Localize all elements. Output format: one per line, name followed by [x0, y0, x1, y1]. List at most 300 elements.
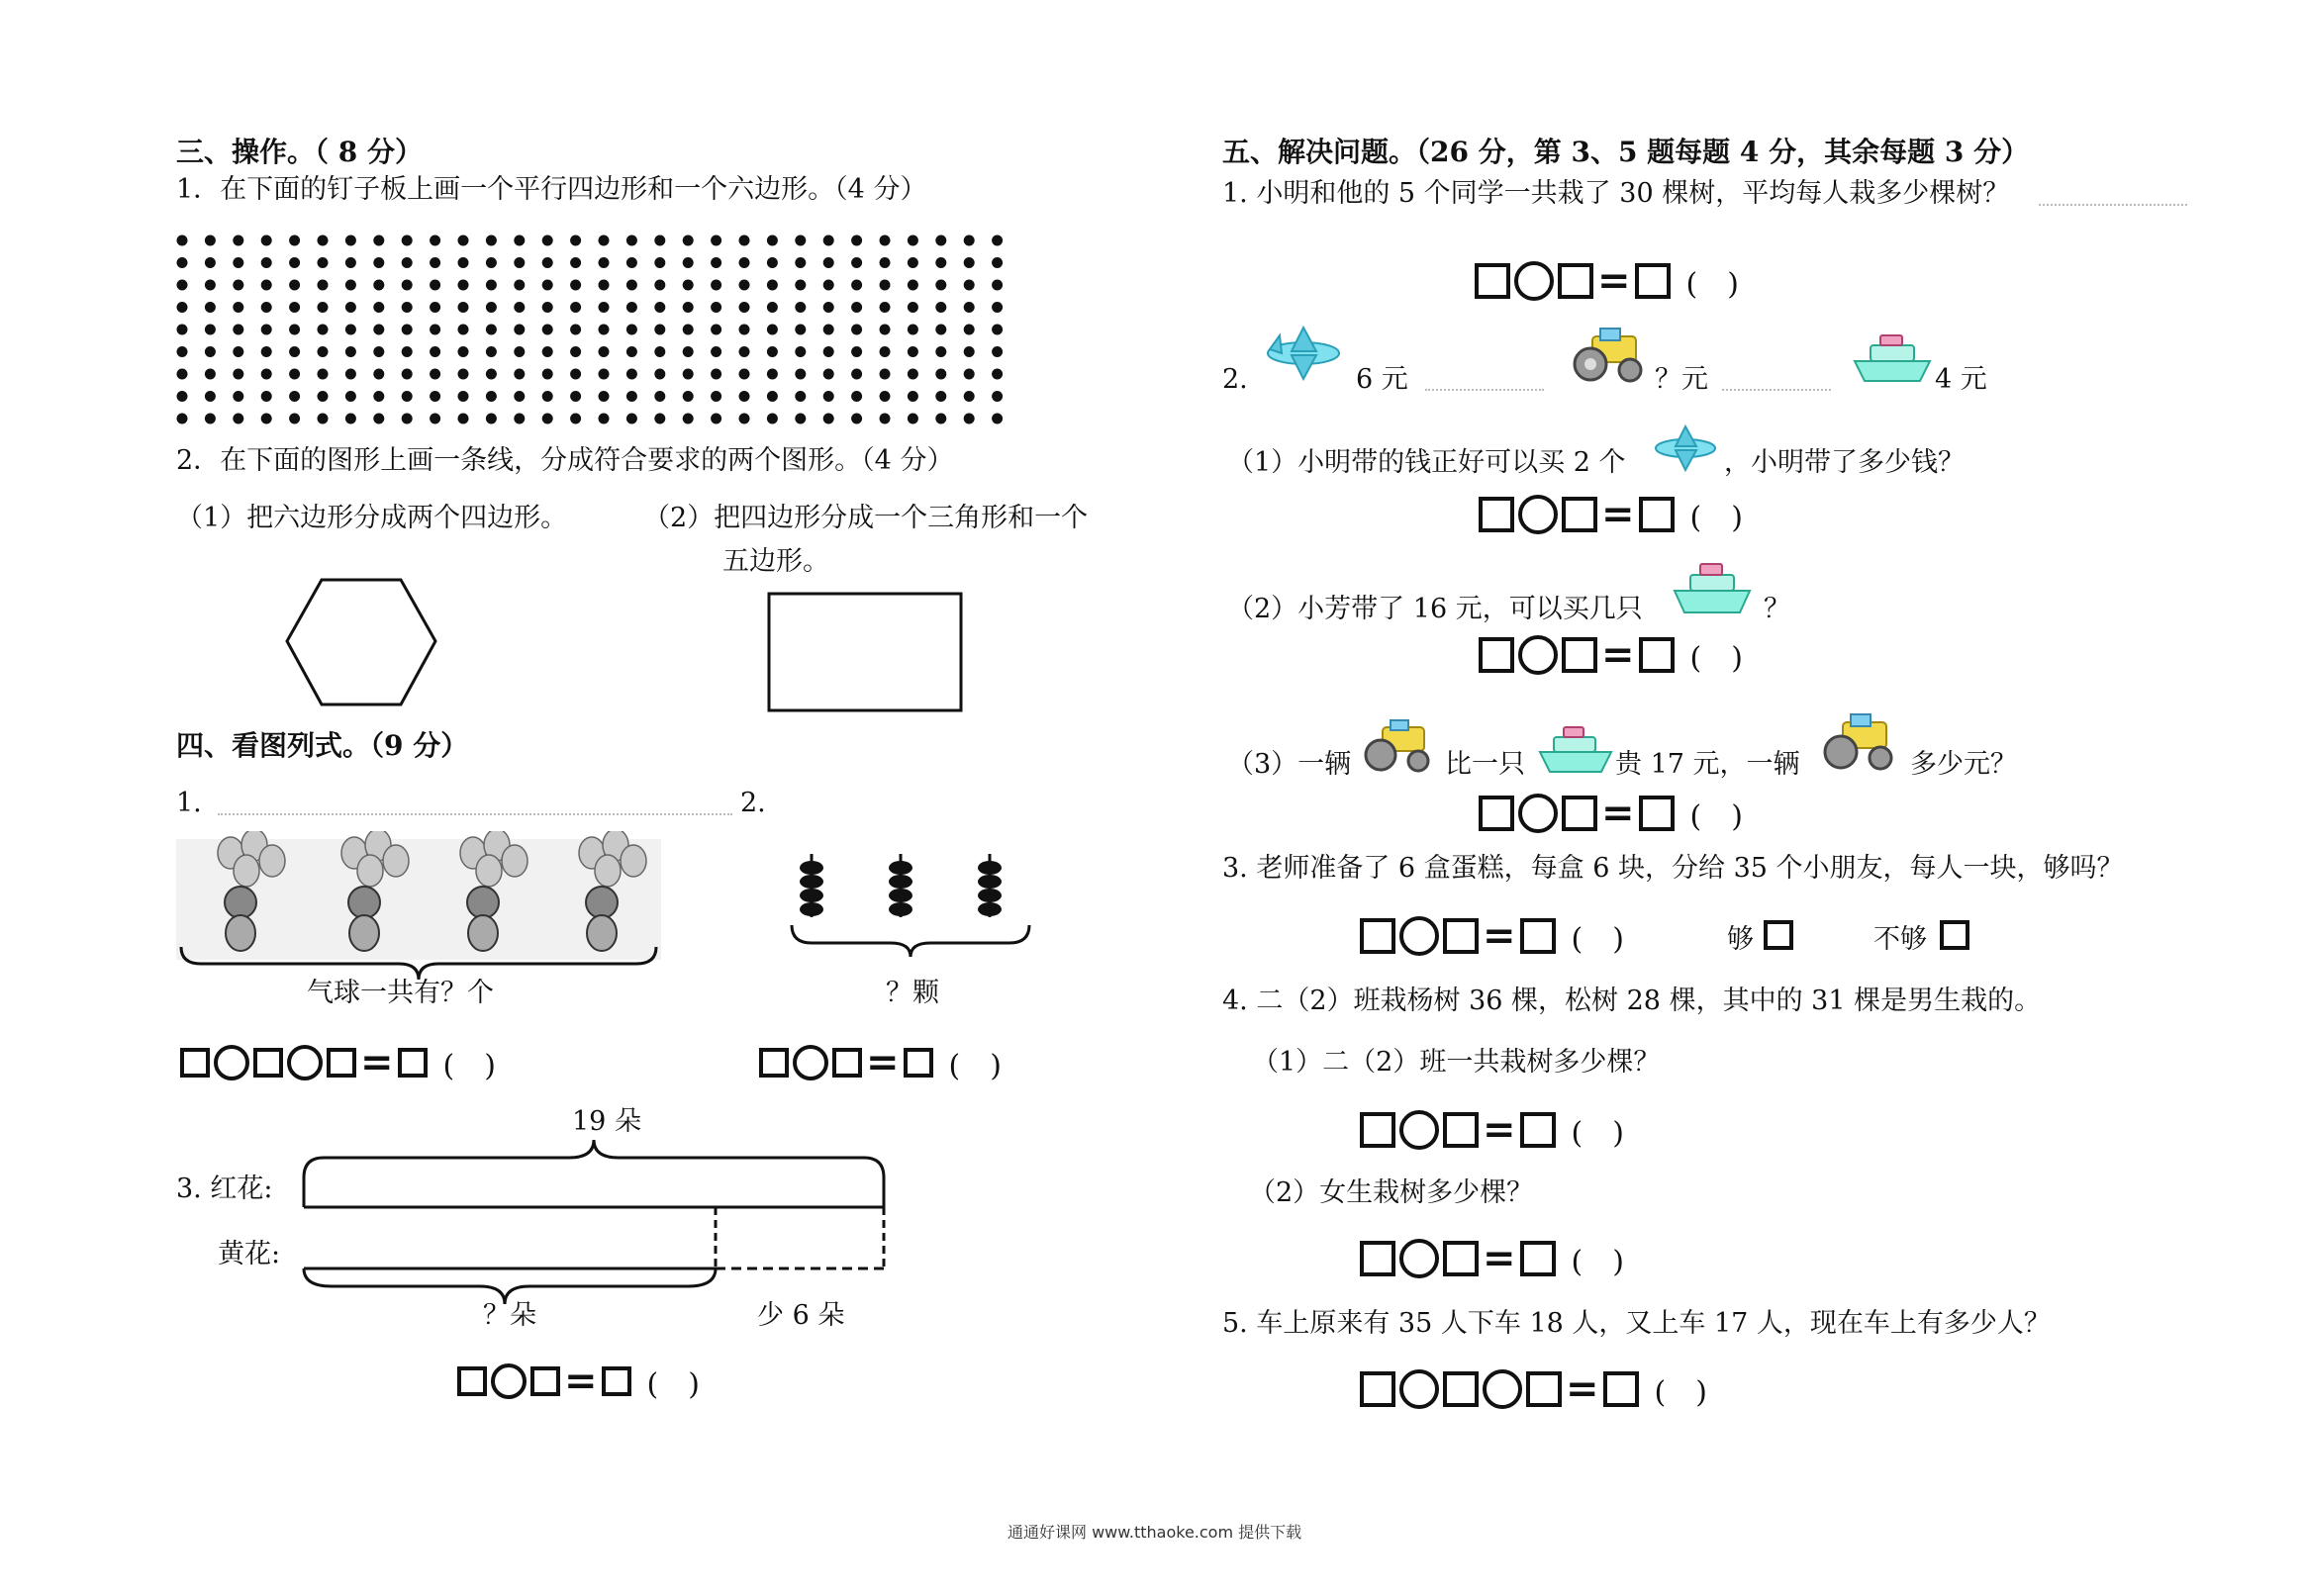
peg-dot[interactable] — [992, 325, 1003, 335]
peg-dot[interactable] — [345, 414, 356, 424]
peg-dot[interactable] — [880, 346, 891, 357]
peg-dot[interactable] — [458, 391, 469, 402]
peg-dot[interactable] — [289, 391, 300, 402]
peg-dot[interactable] — [402, 235, 413, 246]
answer-box[interactable] — [904, 1048, 933, 1078]
peg-dot[interactable] — [711, 302, 721, 313]
peg-dot[interactable] — [964, 257, 975, 268]
peg-dot[interactable] — [261, 369, 272, 380]
peg-dot[interactable] — [935, 302, 946, 313]
peg-dot[interactable] — [570, 325, 581, 335]
peg-dot[interactable] — [514, 325, 525, 335]
peg-dot[interactable] — [711, 391, 721, 402]
peg-dot[interactable] — [177, 346, 188, 357]
answer-box[interactable] — [1639, 497, 1675, 532]
peg-dot[interactable] — [739, 414, 750, 424]
peg-dot[interactable] — [486, 414, 497, 424]
peg-dot[interactable] — [823, 280, 834, 291]
unit-parentheses[interactable]: ( ) — [646, 1367, 700, 1402]
peg-dot[interactable] — [430, 257, 440, 268]
answer-box[interactable] — [327, 1048, 356, 1078]
peg-dot[interactable] — [964, 391, 975, 402]
unit-parentheses[interactable]: ( ) — [1571, 1116, 1624, 1151]
peg-dot[interactable] — [542, 302, 553, 313]
peg-dot[interactable] — [233, 302, 243, 313]
peg-dot[interactable] — [964, 280, 975, 291]
peg-dot[interactable] — [233, 346, 243, 357]
peg-dot[interactable] — [599, 414, 610, 424]
peg-dot[interactable] — [654, 346, 665, 357]
peg-dot[interactable] — [289, 414, 300, 424]
peg-dot[interactable] — [795, 235, 806, 246]
peg-dot[interactable] — [205, 325, 216, 335]
answer-box[interactable] — [1562, 497, 1597, 532]
peg-dot[interactable] — [345, 280, 356, 291]
peg-dot[interactable] — [851, 325, 862, 335]
peg-dot[interactable] — [935, 391, 946, 402]
peg-dot[interactable] — [205, 414, 216, 424]
peg-dot[interactable] — [430, 369, 440, 380]
peg-dot[interactable] — [683, 391, 694, 402]
peg-dot[interactable] — [486, 325, 497, 335]
peg-dot[interactable] — [542, 280, 553, 291]
peg-dot[interactable] — [345, 257, 356, 268]
peg-dot[interactable] — [851, 280, 862, 291]
peg-dot[interactable] — [542, 235, 553, 246]
peg-dot[interactable] — [992, 280, 1003, 291]
peg-dot[interactable] — [345, 325, 356, 335]
answer-box[interactable] — [398, 1048, 428, 1078]
peg-dot[interactable] — [177, 235, 188, 246]
peg-dot[interactable] — [823, 257, 834, 268]
peg-dot[interactable] — [992, 369, 1003, 380]
peg-dot[interactable] — [626, 280, 637, 291]
peg-dot[interactable] — [711, 414, 721, 424]
peg-dot[interactable] — [458, 235, 469, 246]
enough-checkbox[interactable] — [1764, 920, 1793, 950]
unit-parentheses[interactable]: ( ) — [948, 1049, 1002, 1083]
peg-dot[interactable] — [177, 302, 188, 313]
peg-dot[interactable] — [542, 391, 553, 402]
peg-dot[interactable] — [514, 280, 525, 291]
peg-dot[interactable] — [430, 235, 440, 246]
peg-dot[interactable] — [823, 391, 834, 402]
operator-circle[interactable] — [1399, 1239, 1439, 1278]
peg-dot[interactable] — [654, 391, 665, 402]
operator-circle[interactable] — [1399, 1110, 1439, 1150]
peg-dot[interactable] — [514, 302, 525, 313]
peg-dot[interactable] — [458, 414, 469, 424]
operator-circle[interactable] — [491, 1363, 527, 1399]
answer-box[interactable] — [1360, 918, 1395, 954]
peg-dot[interactable] — [795, 346, 806, 357]
peg-dot[interactable] — [373, 302, 384, 313]
operator-circle[interactable] — [1518, 495, 1558, 534]
peg-dot[interactable] — [823, 414, 834, 424]
peg-dot[interactable] — [711, 346, 721, 357]
peg-dot[interactable] — [683, 369, 694, 380]
peg-dot[interactable] — [458, 302, 469, 313]
peg-dot[interactable] — [458, 280, 469, 291]
peg-dot[interactable] — [402, 280, 413, 291]
peg-dot[interactable] — [289, 346, 300, 357]
peg-dot[interactable] — [430, 414, 440, 424]
peg-dot[interactable] — [683, 414, 694, 424]
peg-dot[interactable] — [992, 391, 1003, 402]
peg-dot[interactable] — [935, 369, 946, 380]
peg-dot[interactable] — [823, 302, 834, 313]
peg-dot[interactable] — [935, 235, 946, 246]
peg-dot[interactable] — [289, 235, 300, 246]
peg-dot[interactable] — [514, 391, 525, 402]
peg-dot[interactable] — [430, 280, 440, 291]
answer-box[interactable] — [1562, 796, 1597, 831]
peg-dot[interactable] — [318, 302, 329, 313]
peg-dot[interactable] — [992, 257, 1003, 268]
peg-dot[interactable] — [683, 280, 694, 291]
peg-dot[interactable] — [654, 257, 665, 268]
peg-dot[interactable] — [964, 302, 975, 313]
answer-box[interactable] — [1520, 1112, 1556, 1148]
answer-box[interactable] — [1603, 1371, 1639, 1407]
peg-dot[interactable] — [542, 325, 553, 335]
peg-dot[interactable] — [373, 235, 384, 246]
peg-dot[interactable] — [486, 391, 497, 402]
peg-dot[interactable] — [739, 235, 750, 246]
peg-dot[interactable] — [739, 369, 750, 380]
peg-dot[interactable] — [458, 346, 469, 357]
unit-parentheses[interactable]: ( ) — [1685, 267, 1739, 302]
operator-circle[interactable] — [1483, 1369, 1522, 1409]
peg-dot[interactable] — [233, 414, 243, 424]
peg-dot[interactable] — [739, 257, 750, 268]
unit-parentheses[interactable]: ( ) — [1689, 501, 1743, 535]
peg-dot[interactable] — [964, 325, 975, 335]
peg-dot[interactable] — [683, 325, 694, 335]
peg-dot[interactable] — [795, 302, 806, 313]
peg-dot[interactable] — [486, 369, 497, 380]
peg-dot[interactable] — [345, 346, 356, 357]
peg-dot[interactable] — [992, 235, 1003, 246]
peg-dot[interactable] — [795, 414, 806, 424]
peg-dot[interactable] — [514, 235, 525, 246]
peg-dot[interactable] — [795, 280, 806, 291]
answer-box[interactable] — [530, 1366, 560, 1396]
peg-dot[interactable] — [908, 302, 918, 313]
peg-dot[interactable] — [514, 257, 525, 268]
peg-dot[interactable] — [570, 346, 581, 357]
peg-dot[interactable] — [880, 391, 891, 402]
peg-dot[interactable] — [711, 257, 721, 268]
peg-board[interactable] — [168, 233, 1019, 430]
peg-dot[interactable] — [795, 257, 806, 268]
peg-dot[interactable] — [711, 369, 721, 380]
peg-dot[interactable] — [570, 280, 581, 291]
peg-dot[interactable] — [177, 369, 188, 380]
peg-dot[interactable] — [767, 391, 778, 402]
peg-dot[interactable] — [318, 414, 329, 424]
peg-dot[interactable] — [345, 302, 356, 313]
peg-dot[interactable] — [880, 280, 891, 291]
peg-dot[interactable] — [823, 369, 834, 380]
peg-dot[interactable] — [318, 346, 329, 357]
peg-dot[interactable] — [739, 325, 750, 335]
peg-dot[interactable] — [683, 257, 694, 268]
peg-dot[interactable] — [599, 369, 610, 380]
peg-dot[interactable] — [318, 325, 329, 335]
peg-dot[interactable] — [373, 257, 384, 268]
unit-parentheses[interactable]: ( ) — [1689, 641, 1743, 676]
peg-dot[interactable] — [654, 280, 665, 291]
answer-box[interactable] — [1526, 1371, 1562, 1407]
operator-circle[interactable] — [1399, 916, 1439, 956]
peg-dot[interactable] — [177, 414, 188, 424]
peg-dot[interactable] — [599, 325, 610, 335]
peg-dot[interactable] — [514, 414, 525, 424]
answer-box[interactable] — [832, 1048, 862, 1078]
peg-dot[interactable] — [964, 235, 975, 246]
peg-dot[interactable] — [570, 391, 581, 402]
peg-dot[interactable] — [402, 325, 413, 335]
peg-dot[interactable] — [373, 346, 384, 357]
peg-dot[interactable] — [964, 346, 975, 357]
peg-dot[interactable] — [626, 302, 637, 313]
peg-dot[interactable] — [851, 257, 862, 268]
peg-dot[interactable] — [318, 257, 329, 268]
peg-dot[interactable] — [654, 302, 665, 313]
peg-dot[interactable] — [430, 391, 440, 402]
peg-dot[interactable] — [373, 391, 384, 402]
answer-box[interactable] — [1360, 1112, 1395, 1148]
peg-dot[interactable] — [908, 391, 918, 402]
answer-box[interactable] — [1360, 1371, 1395, 1407]
peg-dot[interactable] — [880, 325, 891, 335]
peg-dot[interactable] — [992, 346, 1003, 357]
operator-circle[interactable] — [793, 1045, 828, 1080]
peg-dot[interactable] — [683, 235, 694, 246]
peg-dot[interactable] — [823, 325, 834, 335]
peg-dot[interactable] — [177, 391, 188, 402]
peg-dot[interactable] — [767, 414, 778, 424]
peg-dot[interactable] — [373, 325, 384, 335]
peg-dot[interactable] — [289, 369, 300, 380]
peg-dot[interactable] — [318, 391, 329, 402]
peg-dot[interactable] — [767, 280, 778, 291]
peg-dot[interactable] — [570, 235, 581, 246]
peg-dot[interactable] — [177, 280, 188, 291]
peg-dot[interactable] — [935, 346, 946, 357]
peg-dot[interactable] — [289, 325, 300, 335]
peg-dot[interactable] — [823, 235, 834, 246]
peg-dot[interactable] — [261, 325, 272, 335]
peg-dot[interactable] — [542, 414, 553, 424]
peg-dot[interactable] — [402, 391, 413, 402]
peg-dot[interactable] — [430, 325, 440, 335]
answer-box[interactable] — [1443, 1371, 1479, 1407]
answer-box[interactable] — [253, 1048, 283, 1078]
peg-dot[interactable] — [373, 369, 384, 380]
peg-dot[interactable] — [233, 257, 243, 268]
peg-dot[interactable] — [739, 391, 750, 402]
peg-dot[interactable] — [599, 257, 610, 268]
peg-dot[interactable] — [654, 369, 665, 380]
peg-dot[interactable] — [851, 414, 862, 424]
peg-dot[interactable] — [177, 257, 188, 268]
peg-dot[interactable] — [880, 235, 891, 246]
peg-dot[interactable] — [992, 302, 1003, 313]
peg-dot[interactable] — [233, 391, 243, 402]
answer-box[interactable] — [1443, 918, 1479, 954]
answer-box[interactable] — [1475, 263, 1510, 299]
peg-dot[interactable] — [683, 302, 694, 313]
answer-box[interactable] — [759, 1048, 789, 1078]
answer-box[interactable] — [1558, 263, 1593, 299]
peg-dot[interactable] — [935, 325, 946, 335]
peg-dot[interactable] — [402, 302, 413, 313]
peg-dot[interactable] — [514, 346, 525, 357]
unit-parentheses[interactable]: ( ) — [1689, 799, 1743, 834]
peg-dot[interactable] — [880, 414, 891, 424]
peg-dot[interactable] — [599, 346, 610, 357]
peg-dot[interactable] — [289, 257, 300, 268]
peg-dot[interactable] — [880, 257, 891, 268]
peg-dot[interactable] — [739, 280, 750, 291]
peg-dot[interactable] — [570, 302, 581, 313]
peg-dot[interactable] — [767, 235, 778, 246]
peg-dot[interactable] — [739, 346, 750, 357]
peg-dot[interactable] — [626, 235, 637, 246]
peg-dot[interactable] — [570, 369, 581, 380]
peg-dot[interactable] — [908, 346, 918, 357]
answer-box[interactable] — [1635, 263, 1671, 299]
peg-dot[interactable] — [233, 325, 243, 335]
peg-dot[interactable] — [935, 414, 946, 424]
peg-dot[interactable] — [767, 369, 778, 380]
answer-box[interactable] — [180, 1048, 210, 1078]
peg-dot[interactable] — [908, 257, 918, 268]
peg-dot[interactable] — [458, 325, 469, 335]
operator-circle[interactable] — [1518, 635, 1558, 675]
peg-dot[interactable] — [261, 235, 272, 246]
peg-dot[interactable] — [851, 369, 862, 380]
peg-dot[interactable] — [177, 325, 188, 335]
peg-dot[interactable] — [205, 302, 216, 313]
peg-dot[interactable] — [402, 346, 413, 357]
peg-dot[interactable] — [289, 280, 300, 291]
unit-parentheses[interactable]: ( ) — [1654, 1375, 1707, 1410]
peg-dot[interactable] — [345, 369, 356, 380]
peg-dot[interactable] — [261, 280, 272, 291]
peg-dot[interactable] — [599, 302, 610, 313]
peg-dot[interactable] — [767, 346, 778, 357]
peg-dot[interactable] — [795, 369, 806, 380]
answer-box[interactable] — [602, 1366, 631, 1396]
peg-dot[interactable] — [570, 414, 581, 424]
unit-parentheses[interactable]: ( ) — [442, 1049, 496, 1083]
peg-dot[interactable] — [205, 235, 216, 246]
answer-box[interactable] — [1639, 796, 1675, 831]
peg-dot[interactable] — [430, 302, 440, 313]
peg-dot[interactable] — [318, 369, 329, 380]
peg-dot[interactable] — [935, 257, 946, 268]
peg-dot[interactable] — [233, 280, 243, 291]
answer-box[interactable] — [457, 1366, 487, 1396]
peg-dot[interactable] — [233, 369, 243, 380]
peg-dot[interactable] — [823, 346, 834, 357]
peg-dot[interactable] — [654, 325, 665, 335]
unit-parentheses[interactable]: ( ) — [1571, 922, 1624, 957]
unit-parentheses[interactable]: ( ) — [1571, 1245, 1624, 1279]
peg-dot[interactable] — [542, 369, 553, 380]
peg-dot[interactable] — [851, 346, 862, 357]
peg-dot[interactable] — [458, 257, 469, 268]
answer-box[interactable] — [1562, 637, 1597, 673]
hexagon-shape[interactable] — [282, 574, 440, 712]
peg-dot[interactable] — [261, 346, 272, 357]
peg-dot[interactable] — [626, 257, 637, 268]
peg-dot[interactable] — [908, 280, 918, 291]
peg-dot[interactable] — [795, 325, 806, 335]
answer-box[interactable] — [1479, 637, 1514, 673]
peg-dot[interactable] — [964, 414, 975, 424]
peg-dot[interactable] — [430, 346, 440, 357]
peg-dot[interactable] — [654, 235, 665, 246]
peg-dot[interactable] — [739, 302, 750, 313]
peg-dot[interactable] — [402, 414, 413, 424]
peg-dot[interactable] — [626, 414, 637, 424]
peg-dot[interactable] — [458, 369, 469, 380]
peg-dot[interactable] — [570, 257, 581, 268]
peg-dot[interactable] — [542, 346, 553, 357]
peg-dot[interactable] — [683, 346, 694, 357]
peg-dot[interactable] — [908, 235, 918, 246]
peg-dot[interactable] — [542, 257, 553, 268]
operator-circle[interactable] — [214, 1045, 249, 1080]
peg-dot[interactable] — [599, 391, 610, 402]
answer-box[interactable] — [1443, 1241, 1479, 1276]
peg-dot[interactable] — [345, 391, 356, 402]
peg-dot[interactable] — [935, 280, 946, 291]
answer-box[interactable] — [1360, 1241, 1395, 1276]
answer-box[interactable] — [1479, 497, 1514, 532]
peg-dot[interactable] — [711, 325, 721, 335]
peg-dot[interactable] — [880, 302, 891, 313]
peg-dot[interactable] — [318, 235, 329, 246]
answer-box[interactable] — [1520, 918, 1556, 954]
peg-dot[interactable] — [373, 280, 384, 291]
peg-dot[interactable] — [486, 235, 497, 246]
peg-dot[interactable] — [289, 302, 300, 313]
answer-box[interactable] — [1479, 796, 1514, 831]
peg-dot[interactable] — [402, 369, 413, 380]
peg-dot[interactable] — [205, 391, 216, 402]
peg-dot[interactable] — [261, 302, 272, 313]
peg-dot[interactable] — [711, 235, 721, 246]
peg-dot[interactable] — [486, 302, 497, 313]
peg-dot[interactable] — [654, 414, 665, 424]
rectangle-shape[interactable] — [767, 592, 965, 715]
peg-dot[interactable] — [373, 414, 384, 424]
answer-box[interactable] — [1639, 637, 1675, 673]
peg-dot[interactable] — [402, 257, 413, 268]
peg-dot[interactable] — [908, 325, 918, 335]
operator-circle[interactable] — [1514, 261, 1554, 301]
peg-dot[interactable] — [626, 346, 637, 357]
peg-dot[interactable] — [486, 280, 497, 291]
peg-dot[interactable] — [767, 257, 778, 268]
peg-dot[interactable] — [205, 257, 216, 268]
peg-dot[interactable] — [233, 235, 243, 246]
